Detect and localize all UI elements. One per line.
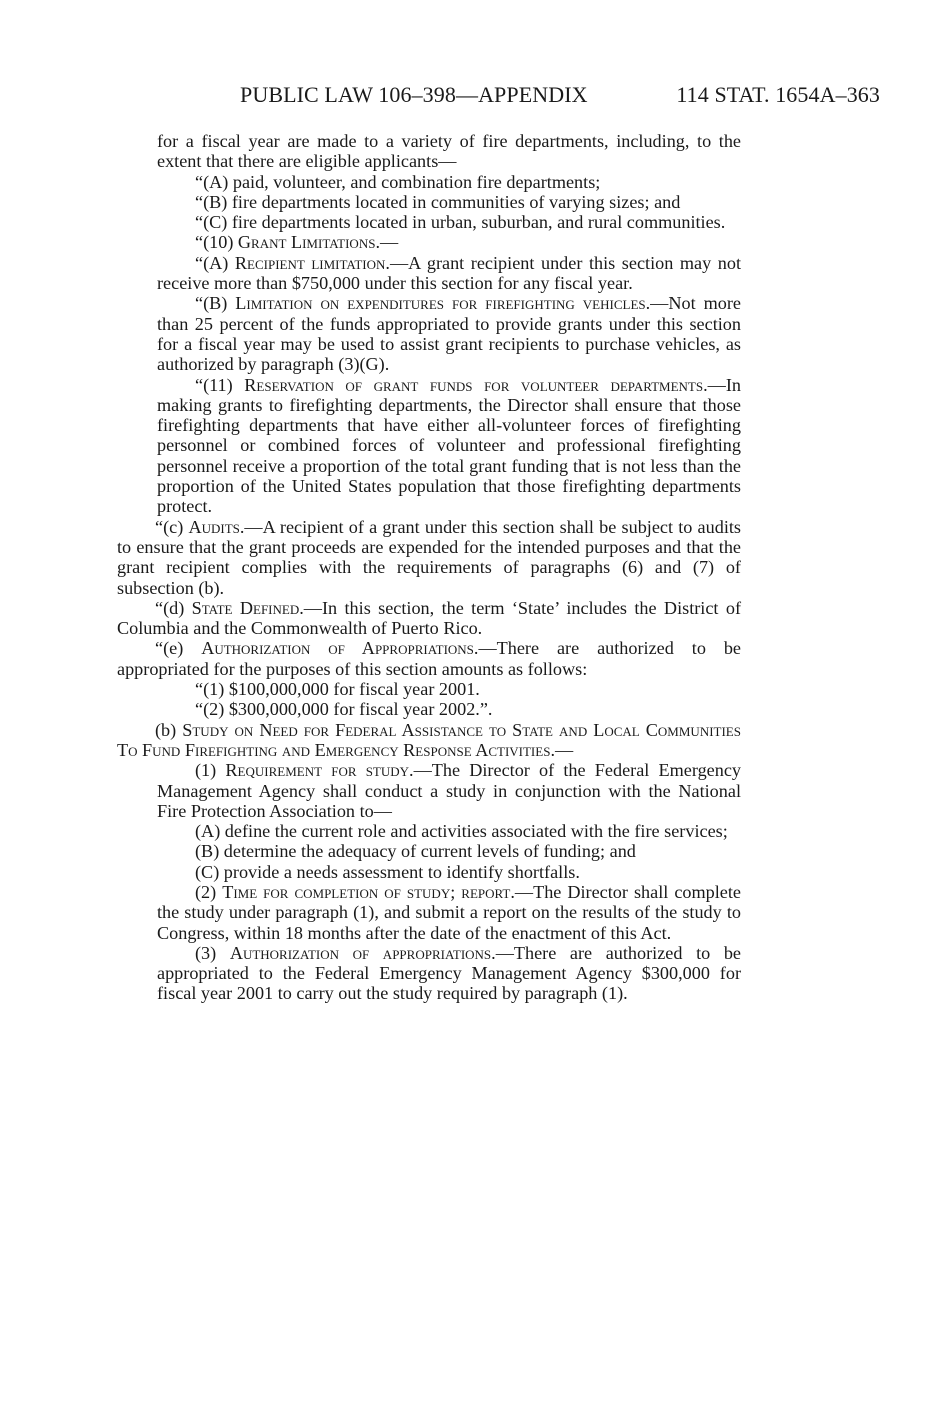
paragraph-e-authorization: “(e) Authorization of Appropriations.—There are authorized to be appropriated for the purposes of this section amounts as follows: [117, 638, 741, 679]
paragraph-10-grant-limitations: “(10) Grant Limitations.— [195, 232, 399, 253]
paragraph-c-audits: “(c) Audits.—A recipient of a grant under this section shall be subject to audits to ensure that the grant proceeds are expended for the intended purposes and that the grant recipient complies with the requirements of paragraphs (6) and (7) of subsection (b). [117, 516, 742, 598]
header-statute-citation: 114 STAT. 1654A–363 [676, 82, 880, 107]
header-law-title: PUBLIC LAW 106–398—APPENDIX [240, 82, 588, 107]
page-header [240, 82, 880, 112]
paragraph-subpara-a: “(A) paid, volunteer, and combination fire departments; [195, 171, 601, 192]
paragraph-2-time-for-completion: (2) Time for completion of study; report.—The Director shall complete the study under paragraph (1), and submit a report on the results of the study to Congress, within 18 months after the date of the enactment of this Act. [157, 881, 741, 943]
paragraph-d-state-defined: “(d) State Defined.—In this section, the term ‘State’ includes the District of Columbia and the Commonwealth of Puerto Rico. [117, 597, 742, 639]
paragraph-fy2001-amount: “(1) $100,000,000 for fiscal year 2001. [195, 679, 480, 700]
paragraph-b-study-heading: (b) Study on Need for Federal Assistance to State and Local Communities To Fund Firefighting and Emergency Response Activities.— [117, 719, 741, 760]
paragraph-continuation: for a fiscal year are made to a variety of fire departments, including, to the extent that there are eligible applicants— [157, 131, 741, 172]
document-body [117, 131, 741, 1004]
paragraph-study-a: (A) define the current role and activities associated with the fire services; [195, 821, 728, 842]
paragraph-3-authorization: (3) Authorization of appropriations.—There are authorized to be appropriated to the Federal Emergency Management Agency $300,000 for fiscal year 2001 to carry out the study required by paragraph (1). [157, 942, 741, 1004]
paragraph-recipient-limitation: “(A) Recipient limitation.—A grant recipient under this section may not receive more than $750,000 under this section for any fiscal year. [157, 252, 741, 294]
paragraph-vehicle-limitation: “(B) Limitation on expenditures for firefighting vehicles.—Not more than 25 percent of the funds appropriated to provide grants under this section for a fiscal year may be used to assist grant recipients to purchase vehicles, as authorized by paragraph (3)(G). [157, 293, 741, 375]
paragraph-fy2002-amount: “(2) $300,000,000 for fiscal year 2002.”. [195, 699, 493, 720]
paragraph-11-reservation: “(11) Reservation of grant funds for volunteer departments.—In making grants to firefighting departments, the Director shall ensure that those firefighting departments that have either all-volunteer forces of firefighting personnel or combined forces of volunteer and professional firefighting personnel receive a proportion of the total grant funding that is not less than the proportion of the United States population that those firefighting departments protect. [157, 374, 741, 517]
paragraph-1-requirement: (1) Requirement for study.—The Director of the Federal Emergency Management Agency shall conduct a study in conjunction with the National Fire Protection Association to— [157, 760, 741, 821]
paragraph-study-b: (B) determine the adequacy of current levels of funding; and [195, 841, 636, 862]
paragraph-study-c: (C) provide a needs assessment to identify shortfalls. [195, 861, 580, 882]
paragraph-subpara-c: “(C) fire departments located in urban, suburban, and rural communities. [195, 212, 726, 233]
paragraph-subpara-b: “(B) fire departments located in communities of varying sizes; and [195, 191, 681, 212]
